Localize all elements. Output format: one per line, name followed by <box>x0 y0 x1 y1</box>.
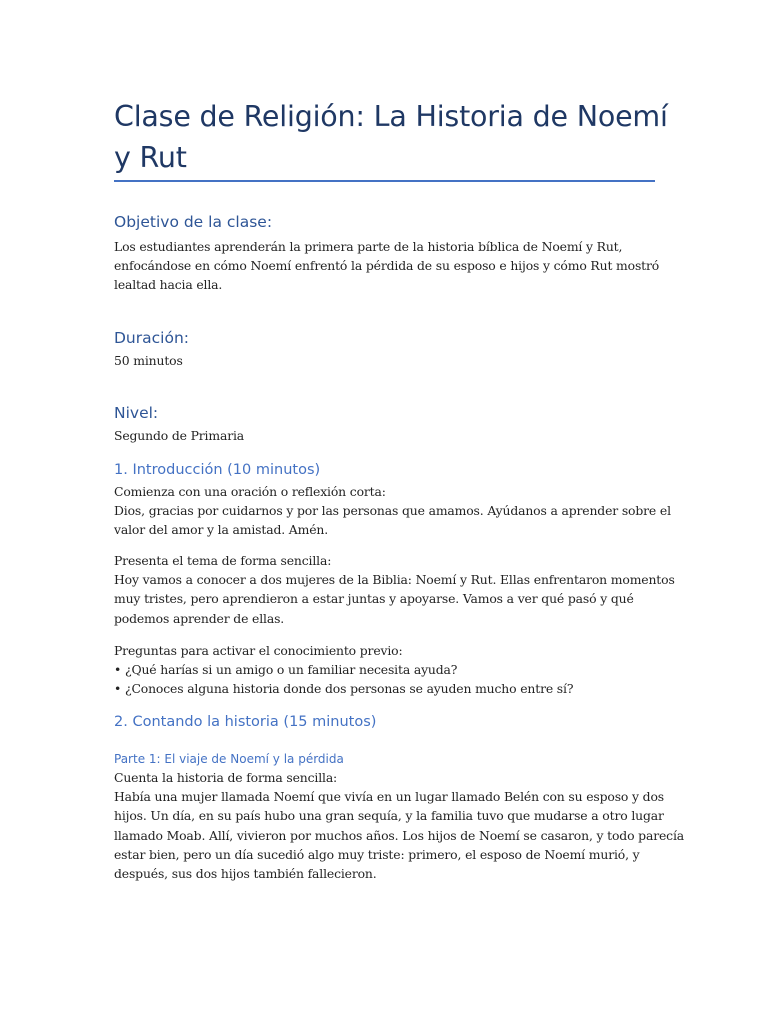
parte1-line: estar bien, pero un día sucedió algo muy triste: primero, el esposo de Noemí murió, y <box>114 846 640 862</box>
duracion-heading: Duración: <box>114 329 189 347</box>
parte1-line: llamado Moab. Allí, vivieron por muchos años. Los hijos de Noemí se casaron, y todo parecía <box>114 827 684 843</box>
historia-heading: 2. Contando la historia (15 minutos) <box>114 714 377 730</box>
introduccion-tema-paragraph <box>114 551 675 628</box>
nivel-heading: Nivel: <box>114 404 159 422</box>
duracion-value <box>114 351 658 370</box>
document-title <box>114 96 668 178</box>
objetivo-paragraph <box>114 237 658 295</box>
tema-line: podemos aprender de ellas. <box>114 610 285 626</box>
duracion-text: 50 minutos <box>114 353 183 368</box>
preguntas-bullet: • ¿Conoces alguna historia donde dos personas se ayuden mucho entre sí? <box>114 681 574 697</box>
parte1-heading: Parte 1: El viaje de Noemí y la pérdida <box>114 752 344 766</box>
objetivo-heading: Objetivo de la clase: <box>114 213 273 231</box>
title-line-1: Clase de Religión: La Historia de Noemí <box>114 100 668 133</box>
oracion-line: Comienza con una oración o reflexión corta: <box>114 484 386 499</box>
objetivo-line: Los estudiantes aprenderán la primera parte de la historia bíblica de Noemí y Rut, <box>114 239 623 254</box>
oracion-line: valor del amor y la amistad. Amén. <box>114 522 329 538</box>
parte1-line: Había una mujer llamada Noemí que vivía en un lugar llamado Belén con su esposo y dos <box>114 789 664 805</box>
parte1-line: hijos. Un día, en su país hubo una gran sequía, y la familia tuvo que mudarse a otro lugar <box>114 808 664 824</box>
tema-line: Hoy vamos a conocer a dos mujeres de la Biblia: Noemí y Rut. Ellas enfrentaron momentos <box>114 572 675 588</box>
introduccion-oracion-paragraph <box>114 482 671 540</box>
title-line-2: y Rut <box>114 141 187 174</box>
tema-line: Presenta el tema de forma sencilla: <box>114 553 332 568</box>
introduccion-preguntas-paragraph <box>114 641 658 699</box>
tema-line: muy tristes, pero aprendieron a estar juntas y apoyarse. Vamos a ver qué pasó y qué <box>114 591 634 607</box>
oracion-line: Dios, gracias por cuidarnos y por las personas que amamos. Ayúdanos a aprender sobre el <box>114 503 671 519</box>
preguntas-bullet: • ¿Qué harías si un amigo o un familiar necesita ayuda? <box>114 662 458 678</box>
nivel-value <box>114 426 658 445</box>
parte1-line: Cuenta la historia de forma sencilla: <box>114 770 338 785</box>
nivel-text: Segundo de Primaria <box>114 428 245 443</box>
parte1-line: después, sus dos hijos también fallecieron. <box>114 866 377 882</box>
title-underline <box>114 180 655 182</box>
objetivo-line: lealtad hacia ella. <box>114 277 223 293</box>
parte1-paragraph <box>114 768 684 883</box>
introduccion-heading: 1. Introducción (10 minutos) <box>114 462 321 478</box>
preguntas-line: Preguntas para activar el conocimiento previo: <box>114 643 403 658</box>
objetivo-line: enfocándose en cómo Noemí enfrentó la pérdida de su esposo e hijos y cómo Rut mostró <box>114 258 660 274</box>
